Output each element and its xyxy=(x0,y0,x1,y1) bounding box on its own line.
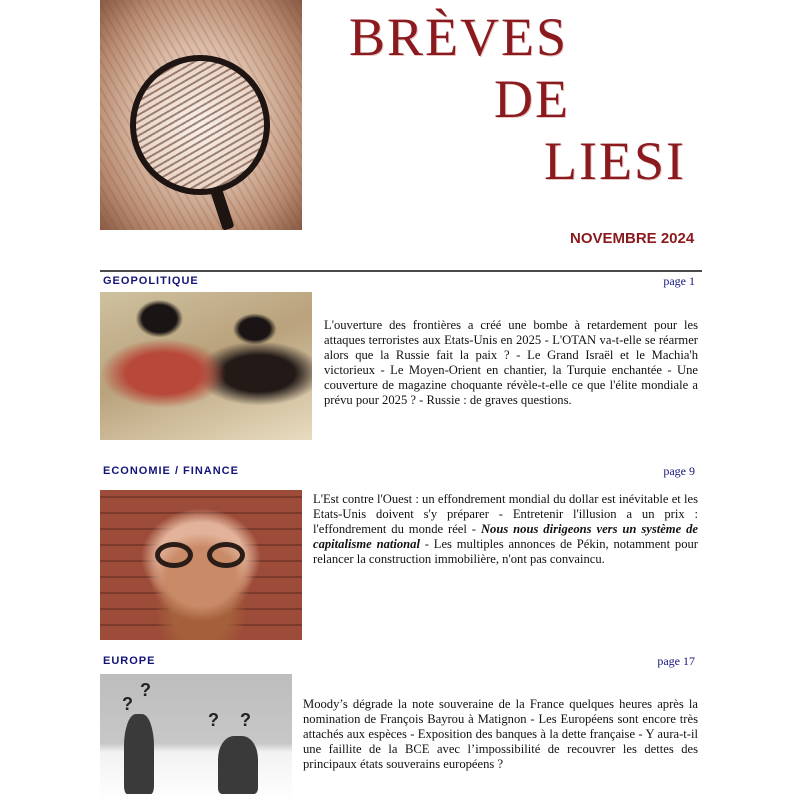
summary-geopolitique: L'ouverture des frontières a créé une bombe à retardement pour les attaques terroristes aux Etats-Unis en 2025 - L'OTAN va-t-elle se réarmer alors que la Russie fait la paix ? - Le Grand Israël et le Machia'h victorieux - Le Moyen-Orient en chantier, la Turquie enchantée - Une couverture de magazine choquante révèle-t-elle ce que l'élite mondiale a prévu pour 2025 ? - Russie : de graves questions. xyxy=(324,318,698,407)
image-geopolitique xyxy=(100,292,312,440)
summary-europe: Moody’s dégrade la note souveraine de la France quelques heures après la nomination de François Bayrou à Matignon - Les Européens sont encore très attachés aux espèces - Exposition des banques à la dette française - Y aura-t-il une faillite de la BCE avec l’impossibilité de recouvrer les dettes des principaux états souverains européens ? xyxy=(303,697,698,771)
cover-image-magnifying-glass xyxy=(100,0,302,230)
magnifier-handle-icon xyxy=(209,185,234,230)
summary-economie-finance xyxy=(313,492,698,567)
section-heading-economie-finance: ECONOMIE / FINANCE xyxy=(103,465,239,477)
image-economie-finance xyxy=(100,490,302,640)
masthead-title-line-2: DE xyxy=(494,69,570,129)
page-ref-europe[interactable]: page 17 xyxy=(657,654,695,668)
header-divider xyxy=(100,270,702,272)
cartoon-figure-left xyxy=(124,714,154,794)
question-mark-icon: ? xyxy=(140,680,151,700)
section-heading-europe: EUROPE xyxy=(103,655,156,667)
magnifier-lens-icon xyxy=(130,55,270,195)
page-ref-economie-finance[interactable]: page 9 xyxy=(663,464,695,478)
summary-text-part: L'Est contre l'Ouest : un effondrement mondial du dollar est inévitable et les Etats-Unis doivent s'y préparer - Entretenir l'illusion a un prix : l'effondrement du monde réel - xyxy=(313,492,698,536)
masthead-title-line-3: LIESI xyxy=(544,131,686,191)
glasses-icon xyxy=(155,542,255,570)
question-mark-icon: ? xyxy=(122,694,133,714)
image-europe-cartoon xyxy=(100,674,292,800)
question-mark-icon: ? xyxy=(240,710,251,730)
summary-text-part: - Les multiples annonces de Pékin, notamment pour relancer la construction immobilière, n'ont pas convaincu. xyxy=(313,537,698,566)
issue-date: NOVEMBRE 2024 xyxy=(570,230,695,247)
question-mark-icon: ? xyxy=(208,710,219,730)
masthead-title-line-1: BRÈVES xyxy=(349,7,569,67)
page-ref-geopolitique[interactable]: page 1 xyxy=(663,274,695,288)
section-heading-geopolitique: GEOPOLITIQUE xyxy=(103,275,199,287)
summary-emphasis: Nous nous dirigeons vers un système de capitalisme national xyxy=(313,522,699,551)
cartoon-figure-right xyxy=(218,736,258,794)
